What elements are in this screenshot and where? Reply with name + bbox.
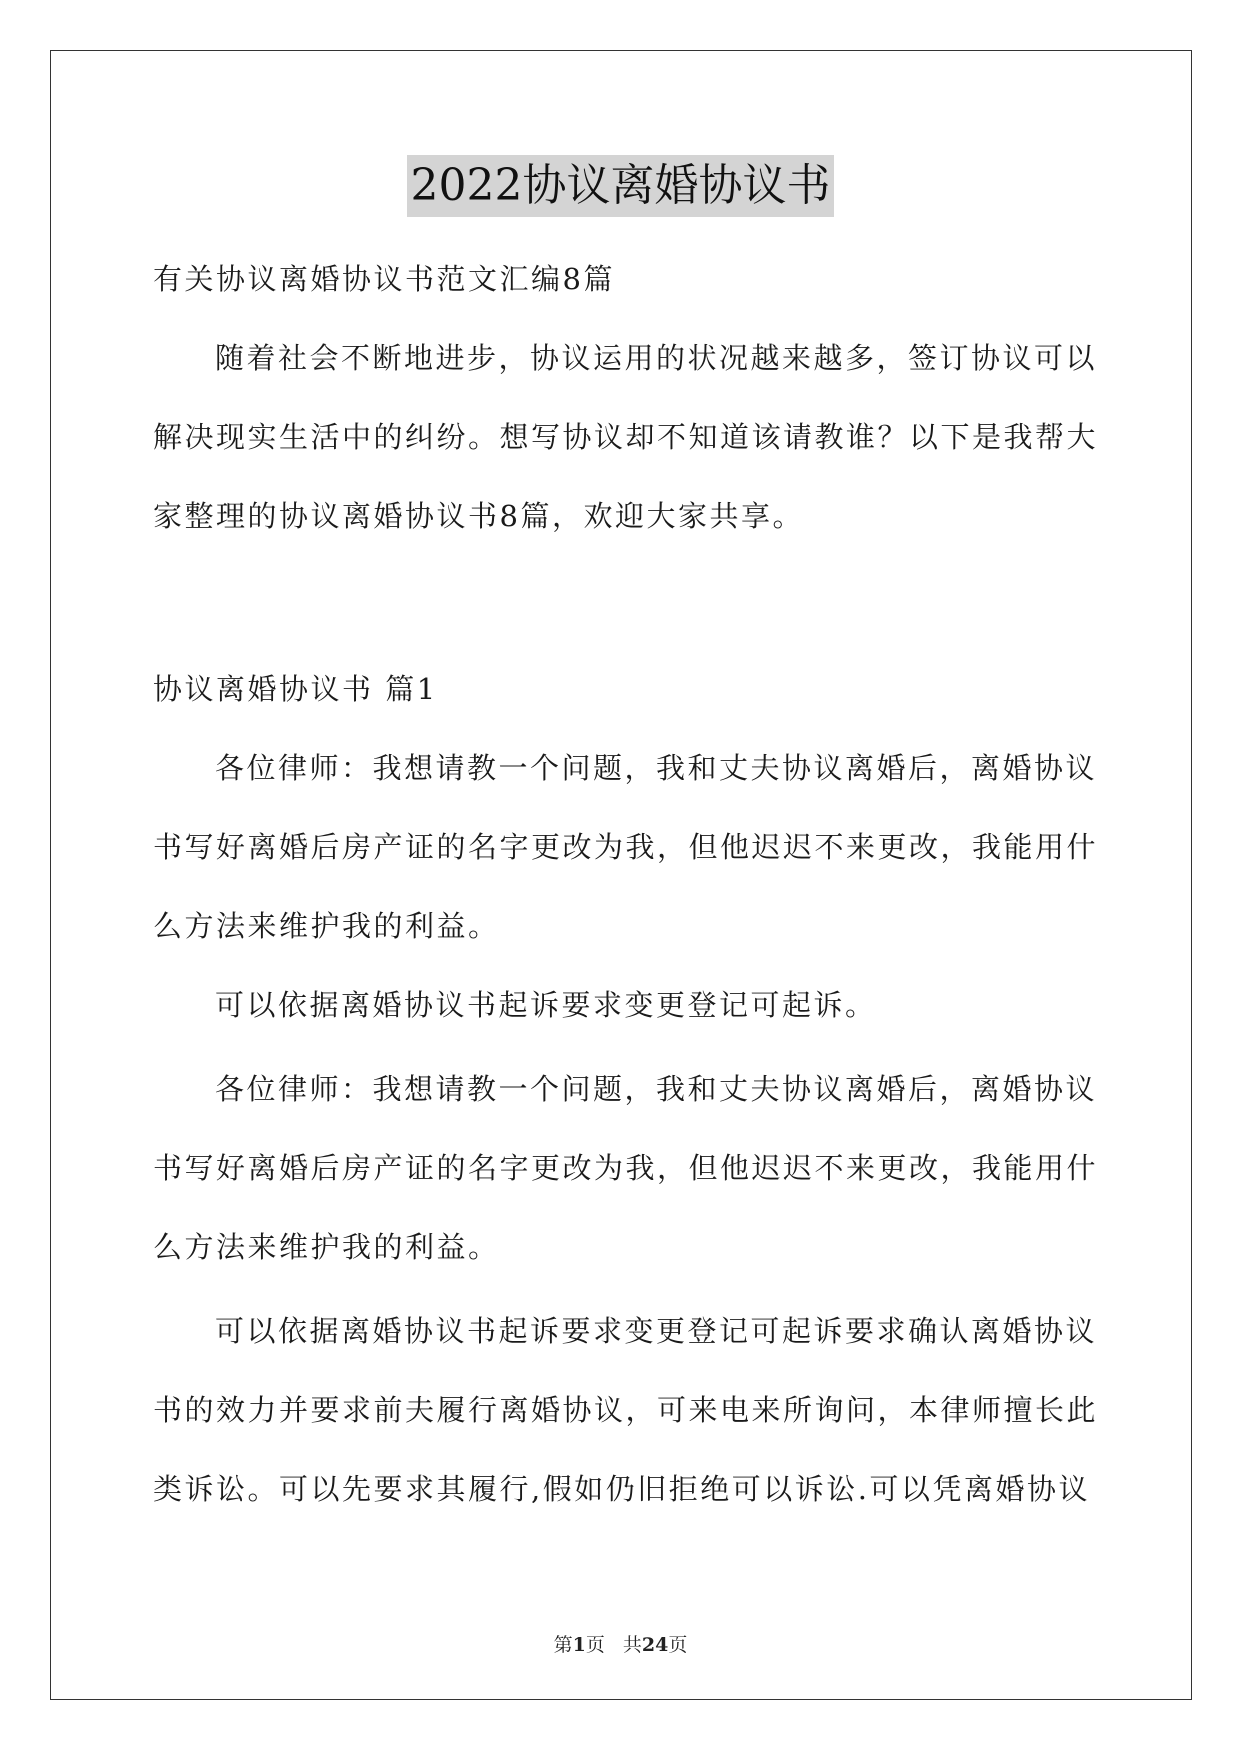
page-number: 1 [572,1634,586,1656]
paragraph-line: 可以依据离婚协议书起诉要求变更登记可起诉要求确认离婚协议 [215,1314,1098,1348]
subtitle-block [153,240,1098,319]
page-prefix: 第 [553,1634,573,1656]
intro-line: 家整理的协议离婚协议书8篇，欢迎大家共享。 [153,499,804,533]
paragraph-line: 书写好离婚后房产证的名字更改为我，但他迟迟不来更改，我能用什 [153,1151,1099,1185]
paragraph-line: 类诉讼。可以先要求其履行,假如仍旧拒绝可以诉讼.可以凭离婚协议 [153,1472,1090,1506]
title-container [0,155,1241,217]
paragraph-line: 可以依据离婚协议书起诉要求变更登记可起诉。 [215,988,877,1022]
total-suffix: 页 [668,1634,688,1656]
intro-line: 解决现实生活中的纠纷。想写协议却不知道该请教谁？以下是我帮大 [153,420,1099,454]
paragraph-line: 书写好离婚后房产证的名字更改为我，但他迟迟不来更改，我能用什 [153,830,1099,864]
paragraph-2 [153,966,1098,1045]
paragraph-4 [153,1292,1098,1529]
document-subtitle: 有关协议离婚协议书范文汇编8篇 [153,262,615,296]
paragraph-line: 么方法来维护我的利益。 [153,909,500,943]
paragraph-1 [153,729,1098,966]
intro-line: 随着社会不断地进步，协议运用的状况越来越多，签订协议可以 [215,341,1098,375]
page-suffix: 页 [585,1634,605,1656]
paragraph-line: 书的效力并要求前夫履行离婚协议，可来电来所询问，本律师擅长此 [153,1393,1099,1427]
page-footer [0,1630,1241,1657]
intro-paragraph [153,319,1098,556]
document-title: 2022协议离婚协议书 [407,155,835,217]
paragraph-line: 么方法来维护我的利益。 [153,1230,500,1264]
section-heading-block [153,650,1098,729]
paragraph-line: 各位律师：我想请教一个问题，我和丈夫协议离婚后，离婚协议 [215,751,1098,785]
paragraph-line: 各位律师：我想请教一个问题，我和丈夫协议离婚后，离婚协议 [215,1072,1098,1106]
total-pages: 24 [641,1634,669,1656]
paragraph-3 [153,1050,1098,1287]
section-heading: 协议离婚协议书 篇1 [153,672,438,706]
total-prefix: 共 [622,1634,642,1656]
